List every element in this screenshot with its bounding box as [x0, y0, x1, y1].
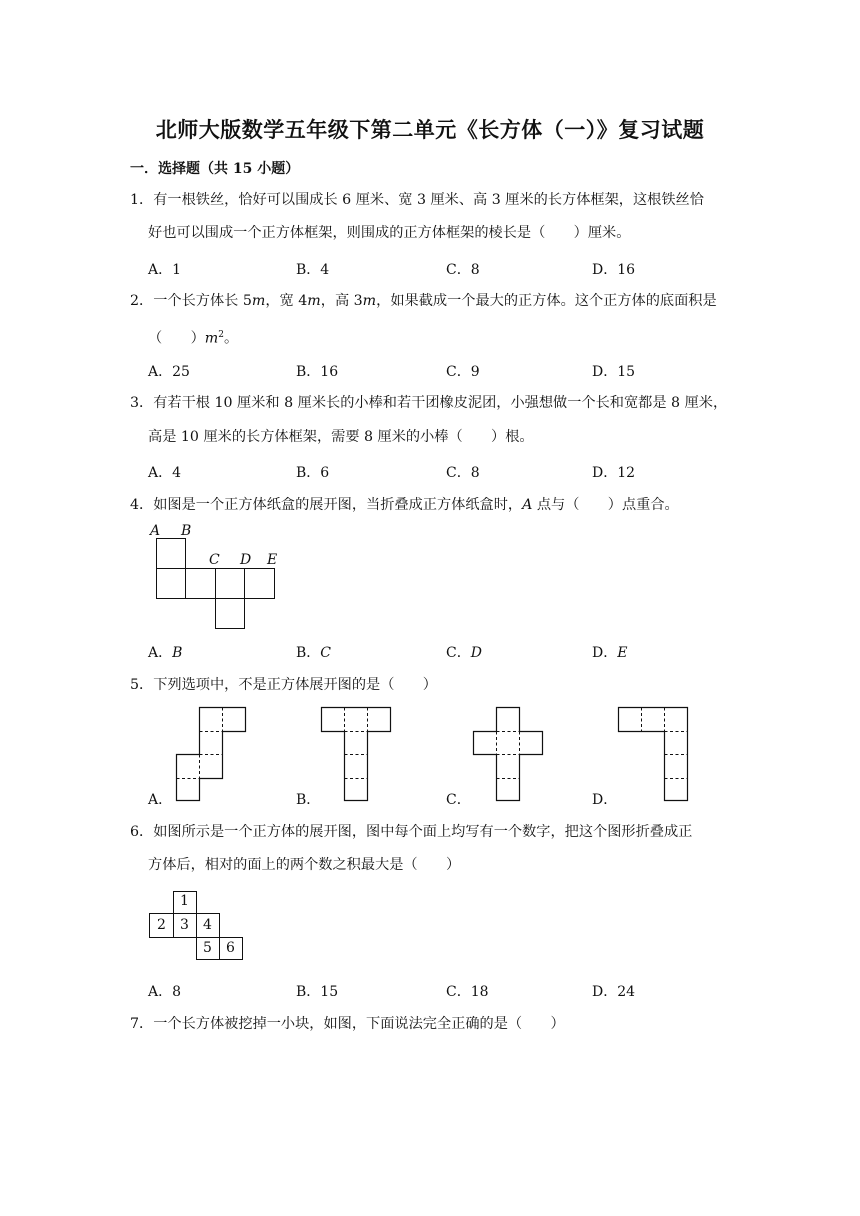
q2-period: 。	[223, 330, 239, 347]
q2-exponent: 2	[218, 330, 224, 340]
question-3-option-d[interactable]: D．12	[592, 465, 636, 481]
q4-opt-c-value: D	[470, 645, 482, 661]
question-1-option-d[interactable]: D．16	[592, 262, 636, 278]
question-5-option-d[interactable]: D．	[592, 792, 618, 808]
question-2-option-b[interactable]: B．16	[296, 364, 339, 380]
question-2-option-d[interactable]: D．15	[592, 364, 636, 380]
q2-unit-1: m	[251, 293, 266, 309]
q2-unit-2: m	[307, 293, 321, 309]
question-3-option-c[interactable]: C．8	[446, 465, 480, 481]
question-3-option-a[interactable]: A．4	[148, 465, 182, 481]
question-1-line-1: 1．有一根铁丝，恰好可以围成长 6 厘米、宽 3 厘米、高 3 厘米的长方体框架，这根铁丝恰	[130, 192, 704, 208]
q2-text-d: ，如果截成一个最大的正方体。这个正方体的底面积是	[376, 293, 717, 309]
q4-opt-c-prefix: C．	[446, 645, 471, 661]
q4-label-b: B	[181, 523, 192, 539]
page-title: 北师大版数学五年级下第二单元《长方体（一）》复习试题	[155, 118, 705, 142]
question-6-option-b[interactable]: B．15	[296, 984, 339, 1000]
q4-opt-b-prefix: B．	[296, 645, 321, 661]
question-6-option-c[interactable]: C．18	[446, 984, 489, 1000]
q4-opt-d-value: E	[617, 645, 628, 661]
q6-cell-6: 6	[226, 940, 235, 956]
q4-opt-a-value: B	[172, 645, 183, 661]
question-3-line-1: 3．有若干根 10 厘米和 8 厘米长的小棒和若干团橡皮泥团，小强想做一个长和宽都是 8 厘米，	[130, 395, 728, 411]
q6-cell-3: 3	[180, 917, 189, 933]
q2-text-b: ，宽 4	[265, 293, 308, 309]
q6-cell-4: 4	[203, 917, 212, 933]
question-5-line: 5．下列选项中，不是正方体展开图的是（ ）	[130, 677, 437, 693]
question-1-option-c[interactable]: C．8	[446, 262, 480, 278]
q4-opt-d-prefix: D．	[592, 645, 618, 661]
question-1-option-a[interactable]: A．1	[148, 262, 182, 278]
question-2-option-a[interactable]: A．25	[148, 364, 190, 380]
question-7-line: 7．一个长方体被挖掉一小块，如图，下面说法完全正确的是（ ）	[130, 1016, 565, 1032]
q2-unit-3: m	[362, 293, 377, 309]
q6-cell-1: 1	[180, 893, 189, 909]
q2-text-a: 2．一个长方体长 5	[130, 293, 252, 309]
question-6-option-a[interactable]: A．8	[148, 984, 182, 1000]
q4-opt-a-prefix: A．	[148, 645, 173, 661]
q4-label-d: D	[240, 552, 252, 568]
q2-unit-4: m	[204, 330, 219, 347]
question-1-option-b[interactable]: B．4	[296, 262, 330, 278]
question-6-line-2: 方体后，相对的面上的两个数之积最大是（ ）	[148, 857, 461, 873]
q4-label-a: A	[150, 523, 161, 539]
q2-text-c: ，高 3	[320, 293, 363, 309]
q4-label-e: E	[267, 552, 278, 568]
q4-text-a: 4．如图是一个正方体纸盒的展开图，当折叠成正方体纸盒时，	[130, 497, 523, 513]
q4-point: A	[522, 497, 533, 513]
q4-text-b: 点与（ ）点重合。	[532, 497, 679, 513]
q6-cell-5: 5	[203, 940, 212, 956]
question-5-option-c[interactable]: C．	[446, 792, 471, 808]
q2-blank: （ ）	[148, 330, 205, 347]
question-5-option-a[interactable]: A．	[148, 792, 173, 808]
question-6-option-d[interactable]: D．24	[592, 984, 636, 1000]
question-1-line-2: 好也可以围成一个正方体框架，则围成的正方体框架的棱长是（ ）厘米。	[148, 225, 631, 241]
question-5-option-b[interactable]: B．	[296, 792, 321, 808]
question-3-line-2: 高是 10 厘米的长方体框架，需要 8 厘米的小棒（ ）根。	[148, 429, 534, 445]
q4-opt-b-value: C	[320, 645, 332, 661]
question-6-line-1: 6．如图所示是一个正方体的展开图，图中每个面上均写有一个数字，把这个图形折叠成正	[130, 824, 693, 840]
q4-label-c: C	[209, 552, 220, 568]
q6-cell-2: 2	[157, 917, 166, 933]
section-heading: 一．选择题（共 15 小题）	[130, 161, 300, 177]
question-2-option-c[interactable]: C．9	[446, 364, 480, 380]
question-3-option-b[interactable]: B．6	[296, 465, 330, 481]
